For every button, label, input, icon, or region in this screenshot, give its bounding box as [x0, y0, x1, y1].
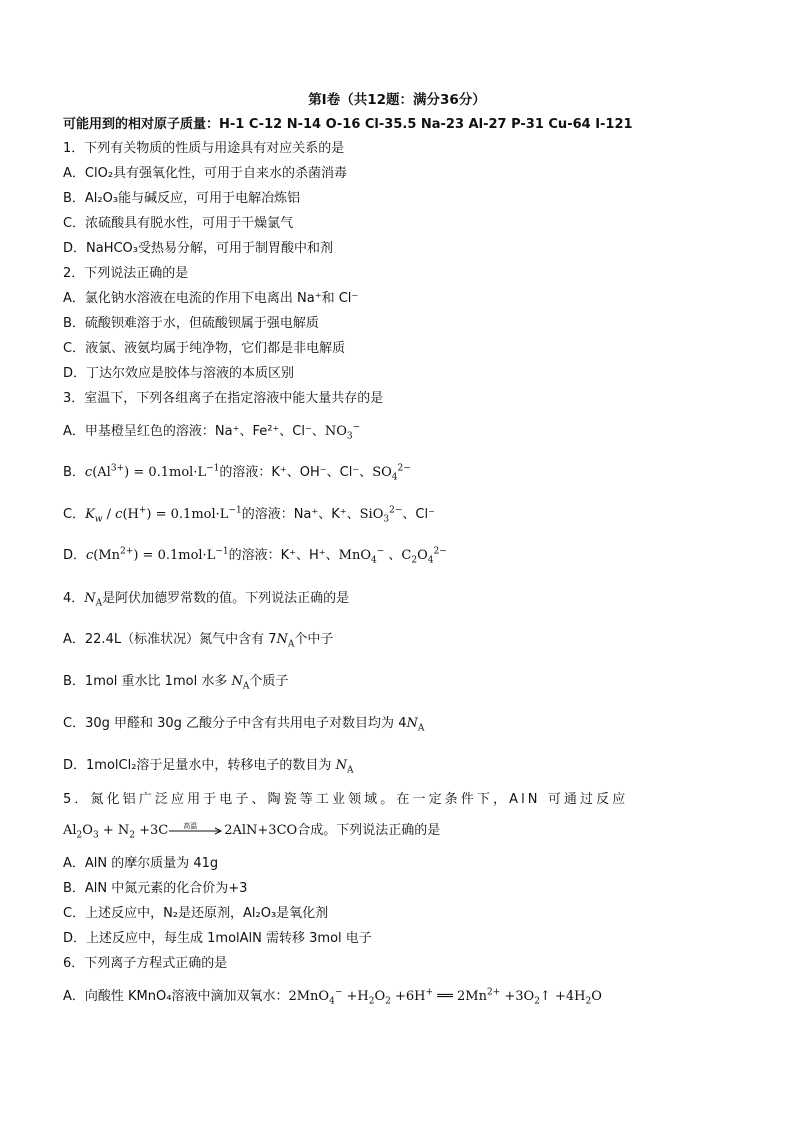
q1-option-a: A．ClO₂具有强氧化性，可用于自来水的杀菌消毒: [63, 166, 348, 181]
q6-stem: 6．下列离子方程式正确的是: [63, 956, 228, 971]
q5-equation-line: [63, 822, 440, 840]
q3-c-text: 的溶液：Na⁺、K⁺、: [241, 507, 360, 522]
q6-option-a: [63, 988, 602, 1006]
q3-c-silicate: SiO$_3^{2-}$: [359, 505, 403, 525]
q3-option-d: [63, 547, 447, 565]
q5-option-d: D．上述反应中，每生成 1molAlN 需转移 3mol 电子: [63, 931, 372, 946]
q3-option-a: [63, 423, 360, 441]
q4-a-na: $N_A$: [276, 632, 295, 650]
q4-b-na: $N_A$: [231, 674, 250, 692]
q2-option-a: A．氯化钠水溶液在电流的作用下电离出 Na⁺和 Cl⁻: [63, 291, 359, 306]
q4-c-na: $N_A$: [406, 716, 425, 734]
q3-c-formula: $K_w / c(H^+) = 0.1mol\cdot L^{-1}$: [85, 505, 242, 525]
q4-option-d: [63, 757, 353, 775]
q3-stem: 3．室温下，下列各组离子在指定溶液中能大量共存的是: [63, 391, 384, 406]
q4-c-text: C．30g 甲醛和 30g 乙酸分子中含有共用电子对数目均为 4: [63, 716, 407, 731]
q3-b-sulfate: $SO_4^{2-}$: [372, 463, 411, 483]
q4-a-tail: 个中子: [294, 632, 334, 647]
q2-option-d: D．丁达尔效应是胶体与溶液的本质区别: [63, 366, 295, 381]
q3-b-label: B．: [63, 465, 85, 480]
q3-a-text: 甲基橙呈红色的溶液：Na⁺、Fe²⁺、Cl⁻、: [84, 424, 325, 439]
q6-a-equation: $2MnO_4^- +H_2O_2 +6H^+$ ══ $2Mn^{2+}$ $+3O_2↑ +4H_2O$: [288, 987, 602, 1007]
q4-b-tail: 个质子: [249, 674, 289, 689]
q4-a-text: A．22.4L（标准状况）氮气中含有 7: [63, 632, 277, 647]
q1-stem: 1．下列有关物质的性质与用途具有对应关系的是: [63, 141, 345, 156]
q3-option-c: [63, 506, 435, 524]
q4-na-symbol: $N_A$: [84, 591, 103, 609]
q3-a-label: A．: [63, 424, 85, 439]
q3-b-formula: $c(Al^{3+}) = 0.1mol\cdot L^{-1}$: [84, 463, 220, 480]
q2-option-b: B．硫酸钡难溶于水，但硫酸钡属于强电解质: [63, 316, 319, 331]
q4-option-c: [63, 715, 424, 733]
q5-stem: 5．氮化铝广泛应用于电子、陶瓷等工业领域。在一定条件下，AlN 可通过反应: [63, 792, 629, 807]
q3-d-ions: MnO$_4$− 、$C_2O_4^{2-}$: [338, 546, 447, 566]
q4-b-text: B．1mol 重水比 1mol 水多: [63, 674, 228, 689]
q4-stem-text: 是阿伏加德罗常数的值。下列说法正确的是: [102, 591, 350, 606]
q5-reactants: $Al_2O_3 + N_2 +3C$: [63, 823, 169, 841]
q1-option-c: C．浓硫酸具有脱水性，可用于干燥氯气: [63, 216, 294, 231]
q2-stem: 2．下列说法正确的是: [63, 266, 189, 281]
q5-option-b: B．AlN 中氮元素的化合价为+3: [63, 881, 248, 896]
q1-option-b: B．Al₂O₃能与碱反应，可用于电解冶炼铝: [63, 191, 301, 206]
q4-number: 4．: [63, 591, 85, 606]
q3-b-text: 的溶液：K⁺、OH⁻、Cl⁻、: [219, 465, 373, 480]
q4-d-text: D．1molCl₂溶于足量水中，转移电子的数目为: [63, 758, 332, 773]
q3-d-text: 的溶液：K⁺、H⁺、: [228, 548, 339, 563]
section-title: 第Ⅰ卷（共12题：满分36分）: [308, 92, 486, 108]
q4-d-na: $N_A$: [335, 758, 354, 776]
q3-option-b: [63, 464, 411, 482]
q6-a-text: A．向酸性 KMnO₄溶液中滴加双氧水：: [63, 989, 289, 1004]
q3-a-formula: $NO_3^-$: [324, 422, 361, 442]
q3-d-label: D．: [63, 548, 87, 563]
q1-option-d: D．NaHCO₃受热易分解，可用于制胃酸中和剂: [63, 241, 333, 256]
atomic-masses-line: 可能用到的相对原子质量：H-1 C-12 N-14 O-16 Cl-35.5 Na-23 Al-27 P-31 Cu-64 I-121: [63, 117, 633, 132]
q4-option-b: [63, 673, 288, 691]
q3-d-formula: $c(Mn^{2+}) = 0.1mol\cdot L^{-1}$: [86, 546, 229, 563]
q2-option-c: C．液氯、液氨均属于纯净物，它们都是非电解质: [63, 341, 346, 356]
q3-c-tail: 、Cl⁻: [402, 507, 435, 522]
q5-reaction-arrow: [168, 821, 224, 838]
q5-option-a: A．AlN 的摩尔质量为 41g: [63, 856, 219, 871]
q4-stem: [63, 590, 349, 608]
q5-option-c: C．上述反应中，N₂是还原剂，Al₂O₃是氧化剂: [63, 906, 329, 921]
q4-option-a: [63, 631, 333, 649]
q3-c-label: C．: [63, 507, 86, 522]
q5-eq-tail: 合成。下列说法正确的是: [297, 823, 441, 838]
q5-products: 2AlN+3CO: [224, 823, 298, 838]
q5-condition: 高温: [183, 821, 198, 830]
